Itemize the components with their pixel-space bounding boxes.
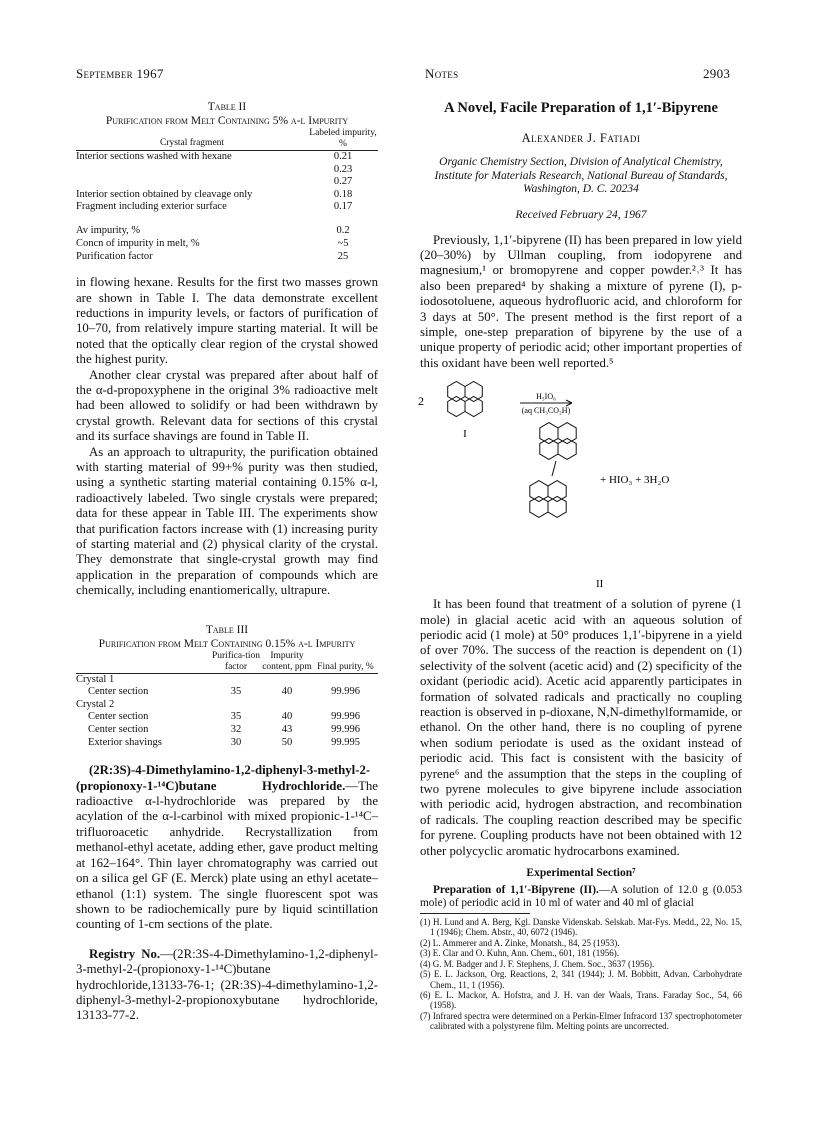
table-row (76, 686, 378, 699)
table-row (76, 251, 378, 264)
bipyrene-upper-rings (540, 423, 576, 460)
table2-fragment-cell: Concn of impurity in melt, % (76, 237, 200, 249)
table3-col-factor: Purifica-tion factor (211, 650, 260, 672)
table3-content-cell: 40 (281, 686, 293, 698)
table3-purity-cell: 99.996 (331, 686, 360, 698)
footnote: (2) L. Ammerer and A. Zinke, Monatsh., 84, 25 (1953). (420, 937, 620, 948)
experimental-paragraph (420, 884, 742, 910)
table2-impurity-cell: 0.23 (333, 163, 353, 175)
table2-impurity-cell: 0.2 (336, 225, 350, 237)
pyrene-structure (448, 382, 483, 417)
table2-impurity-cell: 0.21 (333, 151, 353, 162)
table-row (76, 699, 378, 712)
table2-impurity-cell: 0.17 (333, 201, 353, 213)
bipyrene-structure (530, 423, 576, 518)
running-header-section: Notes (425, 66, 459, 81)
registry-paragraph (76, 947, 378, 1024)
experimental-label: Preparation of 1,1′-Bipyrene (II). (433, 884, 599, 897)
table2-fragment-cell: Interior section obtained by cleavage only (76, 188, 253, 200)
table2-impurity-cell: 25 (337, 250, 349, 262)
table-row (76, 201, 378, 214)
table3-purity-cell: 99.996 (331, 724, 360, 736)
article-affiliation: Organic Chemistry Section, Division of Analytical Chemistry, Institute for Materials Research, National Bureau of Standards, Washington, D. C. 20234 (434, 156, 728, 195)
footnote: (1) H. Lund and A. Berg, Kgl. Danske Videnskab. Selskab. Mat-Fys. Medd., 22, No. 15, 1 (1946); Chem. Abstr., 40, 6072 (1946). (420, 917, 742, 938)
table-row (76, 724, 378, 737)
footnote: (3) E. Clar and O. Kuhn, Ann. Chem., 601, 181 (1956). (420, 948, 619, 959)
table2-impurity-cell: 0.18 (333, 188, 353, 200)
table-row (76, 164, 378, 177)
table3-purity-cell (313, 673, 378, 686)
table2-impurity-cell: 0.27 (333, 176, 353, 188)
reaction-scheme-drawing (420, 377, 742, 597)
table-row (76, 176, 378, 189)
table3-content-cell: 50 (281, 736, 293, 748)
table3-label-cell: Crystal 1 (76, 673, 115, 685)
table3-factor-cell: 35 (230, 686, 242, 698)
table3-purity-cell: 99.995 (331, 736, 360, 748)
table-row (76, 673, 378, 686)
table3-col-purity: Final purity, % (317, 661, 374, 672)
compound-label-I: I (463, 428, 467, 441)
table-row (76, 189, 378, 202)
reagent-label: H₅IO₆ (536, 392, 556, 402)
table3-col-content: Impurity content, ppm (262, 650, 312, 672)
solvent-label: (aq CH₃CO₂H) (521, 406, 571, 416)
pyrene-rings (448, 382, 483, 417)
paragraph: It has been found that treatment of a solution of pyrene (1 mole) in glacial acetic acid with an aqueous solution of periodic acid (1 mole) at 50° produces 1,1′-bipyrene in a yield of over 70%. The success of the reaction is dependent on (1) selectivity of the solvent (acetic acid) and (2) specificity of the oxidant (periodic acid). Acetic acid apparently participates in formation of solvated radicals and practically no coupling reaction is observed in p-dioxane, N,N-dimethylformamide, or ethanol. On the other hand, there is no coupling of pyrene when sodium periodate is used as the oxidant instead of periodic acid. This fact is consistent with the basicity of pyrene⁶ and the assumption that the steps in the coupling of two pyrene molecules to give bipyrene include association with periodic acid, hydrogen abstraction, and recombination of radicals. The coupling reaction described may be specific for pyrene. Coupling products have not been obtained with 12 other polycyclic aromatic hydrocarbons examined. (420, 597, 742, 858)
table2 (76, 128, 378, 263)
footnote: (4) G. M. Badger and J. F. Stephens, J. Chem. Soc., 3637 (1956). (420, 958, 655, 969)
table2-fragment-cell: Fragment including exterior surface (76, 201, 227, 213)
table3-factor-cell: 35 (230, 711, 242, 723)
table3-purity-cell (313, 699, 378, 712)
stoich-coefficient: 2 (418, 394, 424, 409)
table3-label-cell: Exterior shavings (88, 736, 162, 748)
paragraph: As an approach to ultrapurity, the purification obtained with starting material of 99+% purity was then studied, using a synthetic starting material containing 0.15% α-l, radioactively labeled. Two single crystals were prepared; data for these appear in Table III. The experiments show that purification factors increase with (1) increasing purity of starting material and (2) physical clarity of the crystal. They demonstrate that single-crystal growth may find application in the preparation of compounds which are chemically, including enantiomerically, ultrapure. (76, 444, 378, 598)
article-title: A Novel, Facile Preparation of 1,1′-Bipyrene (444, 100, 718, 116)
table3-label-cell: Crystal 2 (76, 698, 115, 710)
table-row (76, 238, 378, 251)
footnote: (5) E. L. Jackson, Org. Reactions, 2, 341 (1944); J. M. Bobbitt, Advan. Carbohydrate Chem., 11, 1 (1956). (420, 969, 742, 990)
table3-content-cell: 40 (281, 711, 293, 723)
table3-content-cell: 43 (281, 724, 293, 736)
registry-label: Registry No. (89, 946, 161, 961)
experimental-text: —A solution of 12.0 g (0.053 mole) of periodic acid in 10 ml of water and 40 ml of glacial (420, 884, 742, 910)
table3-title: Table III (205, 623, 249, 636)
table3 (76, 651, 378, 750)
footnote: (7) Infrared spectra were determined on a Perkin-Elmer Infracord 137 spectrophotometer calibrated with a polystyrene film. Melting points are uncorrected. (420, 1010, 742, 1032)
table3-label-cell: Center section (88, 724, 149, 736)
footnote: (6) E. L. Mackor, A. Hofstra, and J. H. van der Waals, Trans. Faraday Soc., 54, 66 (1958). (420, 989, 742, 1011)
table3-caption: Purification from Melt Containing 0.15% α-l Impurity (98, 637, 356, 650)
table2-fragment-cell (76, 164, 308, 177)
table2-fragment-cell: Av impurity, % (76, 225, 141, 237)
table2-col-fragment: Crystal fragment (159, 138, 225, 149)
table2-caption: Purification from Melt Containing 5% α-l Impurity (105, 115, 349, 127)
table3-purity-cell: 99.996 (331, 711, 360, 723)
reaction-scheme (420, 377, 742, 597)
table3-content-cell (261, 699, 313, 712)
bipyrene-lower-rings (530, 481, 566, 518)
table2-fragment-cell: Interior sections washed with hexane (76, 151, 232, 162)
paragraph: in flowing hexane. Results for the first two masses grown are shown in Table I. The data demonstrate excellent reductions in impurity levels, or factors of purification of 10–70, from relatively impure starting material. It will be noted that the optically clear region of the crystal showed the highest purity. (76, 275, 378, 367)
table3-factor-cell: 32 (230, 724, 242, 736)
registry-text: —(2R:3S-4-Dimethylamino-1,2-diphenyl-3-methyl-2-(propionoxy-1-¹⁴C)butane hydrochloride,13133-76-1; (2R:3S)-4-dimethylamino-1,2-diphenyl-3-methyl-2-propionoxybutane hydrochloride, 13133-77-2. (76, 946, 378, 1023)
table3-factor-cell (211, 673, 261, 686)
biaryl-bond (552, 461, 556, 476)
compound-paragraph (76, 763, 378, 932)
running-header-date: September 1967 (76, 66, 164, 81)
table-row (76, 737, 378, 750)
article-author: Alexander J. Fatiadi (521, 131, 641, 145)
table3-label-cell: Center section (88, 686, 149, 698)
table3-factor-cell: 30 (230, 736, 242, 748)
footnotes (420, 917, 742, 1031)
footnote-rule (420, 913, 530, 914)
table3-label-cell: Center section (88, 711, 149, 723)
table-row (76, 214, 378, 238)
table2-impurity-cell: ~5 (337, 237, 349, 249)
table-row (76, 151, 378, 164)
table2-col-impurity: Labeled impurity, % (309, 128, 377, 149)
byproducts: + HIO₃ + 3H₂O (600, 474, 670, 487)
table2-fragment-cell (76, 176, 308, 189)
table2-fragment-cell: Purification factor (76, 250, 153, 262)
experimental-heading: Experimental Section⁷ (526, 867, 636, 880)
compound-heading: (2R:3S)-4-Dimethylamino-1,2-diphenyl-3-methyl-2-(propionoxy-1-¹⁴C)butane Hydrochloride. (76, 763, 371, 793)
table-row (76, 711, 378, 724)
left-column (76, 100, 378, 1024)
compound-label-II: II (596, 578, 604, 591)
table3-content-cell (261, 673, 313, 686)
received-date: Received February 24, 1967 (515, 208, 647, 221)
right-column (420, 100, 742, 1032)
page-number: 2903 (703, 66, 731, 81)
table2-title: Table II (207, 101, 247, 113)
table3-factor-cell (211, 699, 261, 712)
paragraph: Previously, 1,1′-bipyrene (II) has been prepared in low yield (20–30%) by Ullman coupling, from iodopyrene and magnesium,¹ or bromopyrene and copper powder.²˒³ It has also been prepared⁴ by shaking a mixture of pyrene (I), p-iodosotoluene, aqueous hydrofluoric acid, and chloroform for 3 days at 50°. The present method is the first report of a simple, one-step preparation of bipyrene by the use of a unique property of periodic acid; other important properties of this oxidant have been well reported.⁵ (420, 232, 742, 370)
paragraph: Another clear crystal was prepared after about half of the α-d-propoxyphene in the original 3% radioactive melt had been allowed to solidify or had been withdrawn by crystal growth. Relevant data for sections of this crystal and its surface shavings are found in Table II. (76, 367, 378, 444)
compound-text: —The radioactive α-l-hydrochloride was prepared by the acylation of the α-l-carbinol with mixed propionic-1-¹⁴C–trifluoroacetic anhydride. Recrystallization from methanol-ethyl acetate, adding ether, gave product melting at 162–164°. Thin layer chromatography was carried out on a silica gel GF (E. Merck) plate using an ethyl acetate–ethanol (1:1) system. The single fluorescent spot was shown to be radiochemically pure by liquid scintillation counting of 1-cm sections of the plate. (76, 778, 378, 932)
